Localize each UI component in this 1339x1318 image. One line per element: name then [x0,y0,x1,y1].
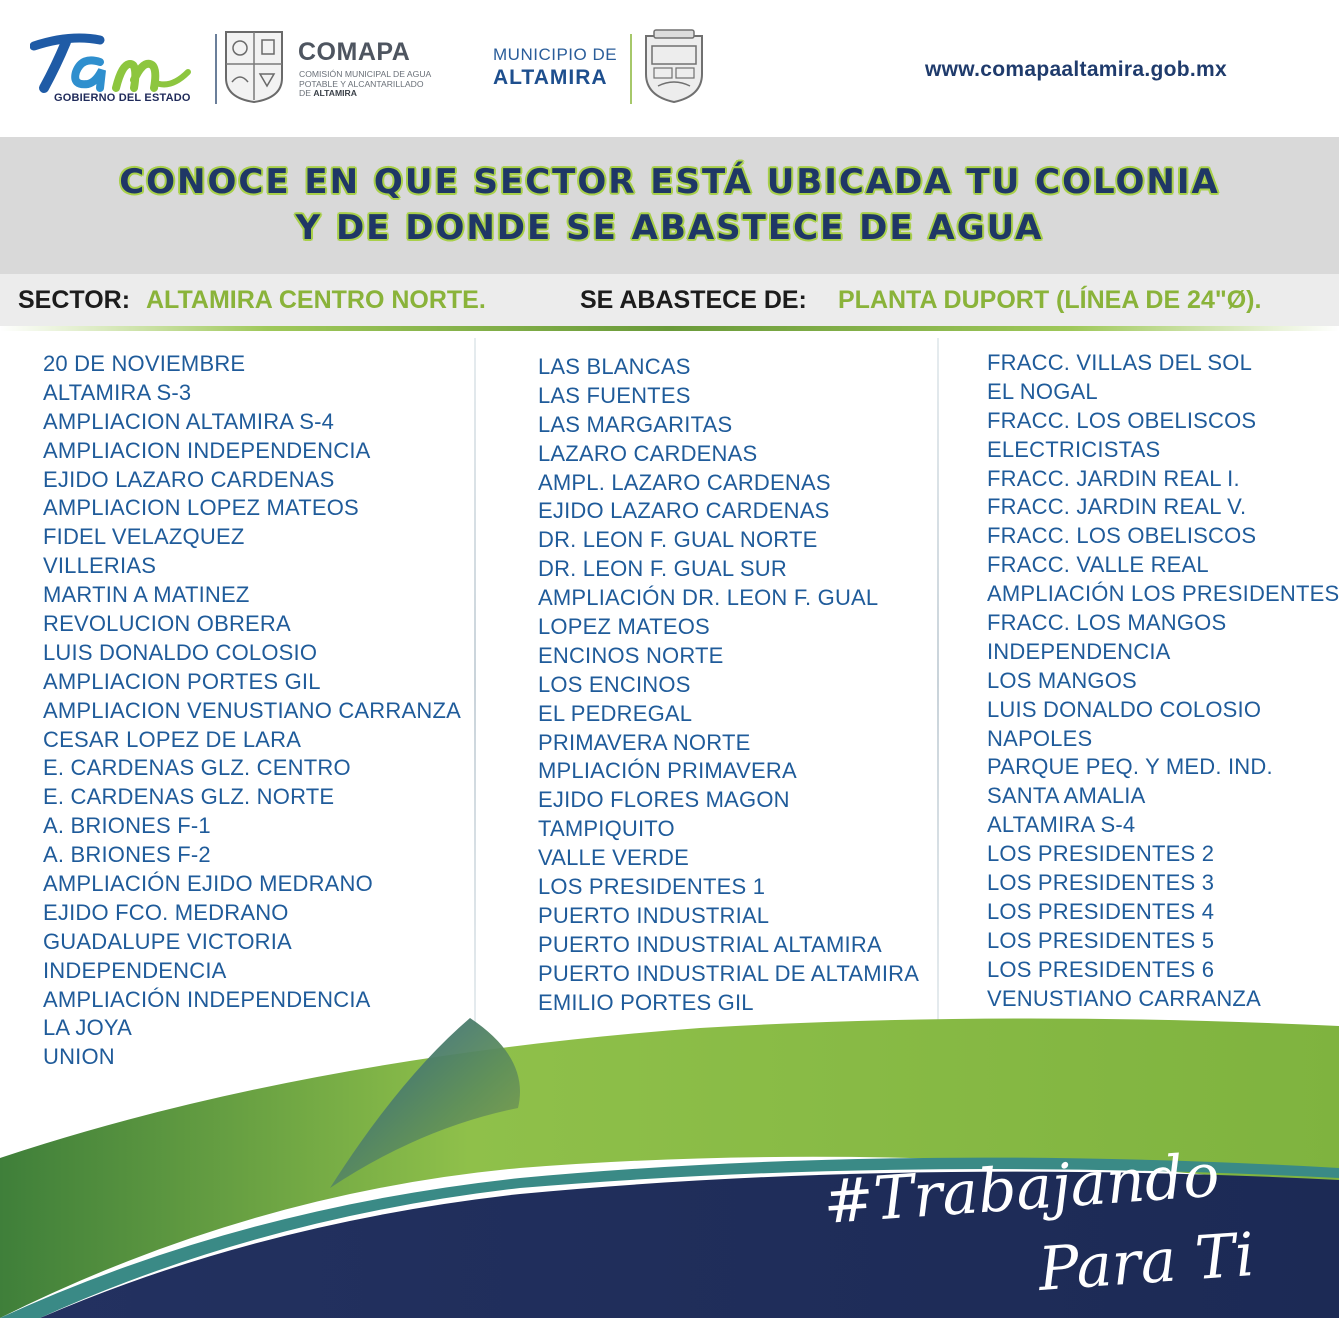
colonia-item: LOS PRESIDENTES 5 [987,927,1215,953]
comapa-subtitle [299,70,449,99]
colonia-item: ELECTRICISTAS [987,436,1161,462]
colonia-item: REVOLUCION OBRERA [43,611,291,637]
slogan-line-1: #Trabajando [821,1140,1222,1238]
colonia-item: INDEPENDENCIA [43,957,227,983]
colonia-item: LA JOYA [43,1015,133,1041]
colonia-item: EL NOGAL [987,378,1098,404]
colonia-item: FRACC. LOS MANGOS [987,610,1227,636]
colonia-item: LAS BLANCAS [538,354,691,379]
colonias-column-3 [987,349,1339,1013]
colonia-item: LAS FUENTES [538,382,691,408]
colonia-item: LUIS DONALDO COLOSIO [43,639,318,665]
column-divider [474,338,476,1028]
colonia-item: ALTAMIRA S-4 [987,812,1136,838]
colonia-item: EJIDO FCO. MEDRANO [43,899,289,925]
colonia-item: 20 DE NOVIEMBRE [43,351,246,376]
municipio-label: MUNICIPIO DE [493,45,618,64]
colonia-item: AMPLIACIÓN INDEPENDENCIA [43,986,371,1012]
slogan-graphic [0,1018,1339,1318]
comapa-subtitle-line: POTABLE Y ALCANTARILLADO [299,78,424,89]
colonia-item: LOS MANGOS [987,667,1137,693]
comapa-title: COMAPA [298,38,411,66]
green-rule [0,326,1339,331]
page-header [0,0,1339,137]
colonia-item: ALTAMIRA S-3 [43,379,192,405]
colonia-item: FRACC. JARDIN REAL I. [987,465,1240,491]
website-link[interactable]: www.comapaaltamira.gob.mx [925,58,1227,81]
colonia-item: AMPLIACION ALTAMIRA S-4 [43,408,335,434]
colonia-item: LOS PRESIDENTES 1 [538,874,766,900]
colonia-item: TAMPIQUITO [538,816,675,842]
banner-title-line2: Y DE DONDE SE ABASTECE DE AGUA [295,208,1044,248]
colonia-item: PUERTO INDUSTRIAL ALTAMIRA [538,931,882,957]
colonia-item: FRACC. LOS OBELISCOS [987,523,1257,549]
colonia-item: INDEPENDENCIA [987,638,1171,664]
colonia-item: SANTA AMALIA [987,783,1146,809]
tam-caption: GOBIERNO DEL ESTADO [54,92,191,104]
column-divider [937,338,939,1028]
colonia-item: AMPL. LAZARO CARDENAS [538,469,831,495]
colonia-item: E. CARDENAS GLZ. CENTRO [43,755,351,781]
colonia-item: AMPLIACION PORTES GIL [43,668,321,694]
tam-logo [30,32,210,110]
colonia-item: VALLE VERDE [538,845,689,871]
header-divider [630,34,632,104]
colonia-item: FRACC. LOS OBELISCOS [987,407,1257,433]
sector-label: SECTOR: [18,286,131,314]
colonia-item: A. BRIONES F-2 [43,842,211,868]
colonias-column-2 [538,353,919,1017]
colonia-item: AMPLIACIÓN DR. LEON F. GUAL [538,585,879,611]
header-divider [215,34,217,104]
colonia-item: NAPOLES [987,725,1093,751]
colonia-item: LOS PRESIDENTES 3 [987,870,1215,896]
colonia-item: LOS PRESIDENTES 4 [987,898,1215,924]
colonia-item: LAZARO CARDENAS [538,440,758,466]
colonia-item: EJIDO LAZARO CARDENAS [538,498,830,524]
colonia-item: DR. LEON F. GUAL NORTE [538,527,818,553]
sector-value: ALTAMIRA CENTRO NORTE. [146,286,486,314]
colonia-item: LOS PRESIDENTES 2 [987,841,1215,867]
colonia-item: MPLIACIÓN PRIMAVERA [538,758,797,784]
comapa-subtitle-bold: ALTAMIRA [313,88,357,98]
colonia-item: EMILIO PORTES GIL [538,989,754,1015]
source-label: SE ABASTECE DE: [580,286,807,314]
sector-row [0,274,1339,326]
colonia-item: PRIMAVERA NORTE [538,729,751,755]
colonia-item: LAS MARGARITAS [538,411,733,437]
banner-title-line1: CONOCE EN QUE SECTOR ESTÁ UBICADA TU COLONIA [119,162,1220,202]
colonia-item: UNION [43,1044,115,1070]
colonia-item: CESAR LOPEZ DE LARA [43,726,302,752]
colonias-column-1 [43,350,461,1072]
colonia-item: AMPLIACIÓN EJIDO MEDRANO [43,871,373,897]
comapa-seal-icon [222,28,286,104]
colonia-item: DR. LEON F. GUAL SUR [538,556,787,582]
colonia-item: PUERTO INDUSTRIAL DE ALTAMIRA [538,960,920,986]
colonia-item: ENCINOS NORTE [538,642,724,668]
colonia-item: GUADALUPE VICTORIA [43,928,292,954]
comapa-subtitle-line: DE [299,88,311,98]
colonia-item: FRACC. JARDIN REAL V. [987,494,1247,520]
colonia-item: FIDEL VELAZQUEZ [43,524,245,550]
colonia-item: VENUSTIANO CARRANZA [987,985,1261,1011]
slogan-line-2: Para Ti [1036,1220,1257,1305]
colonia-item: FRACC. VALLE REAL [987,552,1209,578]
comapa-subtitle-line: COMISIÓN MUNICIPAL DE AGUA [299,69,432,79]
colonia-item: MARTIN A MATINEZ [43,582,250,608]
colonia-item: EJIDO LAZARO CARDENAS [43,466,335,492]
colonia-item: LOPEZ MATEOS [538,614,710,640]
altamira-seal-icon [640,28,708,104]
colonia-item: AMPLIACION LOPEZ MATEOS [43,495,359,521]
colonia-item: AMPLIACIÓN LOS PRESIDENTES [987,581,1339,607]
colonia-item: EL PEDREGAL [538,700,693,726]
colonia-item: LUIS DONALDO COLOSIO [987,696,1262,722]
colonia-item: VILLERIAS [43,553,157,579]
colonia-item: LOS ENCINOS [538,671,691,697]
colonia-item: FRACC. VILLAS DEL SOL [987,350,1253,375]
colonia-item: AMPLIACION INDEPENDENCIA [43,437,371,463]
municipio-name: ALTAMIRA [493,66,608,89]
colonia-item: PUERTO INDUSTRIAL [538,902,770,928]
colonia-item: LOS PRESIDENTES 6 [987,956,1215,982]
colonia-item: EJIDO FLORES MAGON [538,787,790,813]
colonia-item: AMPLIACION VENUSTIANO CARRANZA [43,697,461,723]
title-banner [0,137,1339,274]
colonia-item: PARQUE PEQ. Y MED. IND. [987,754,1273,780]
colonia-item: A. BRIONES F-1 [43,813,211,839]
colonia-item: E. CARDENAS GLZ. NORTE [43,784,335,810]
source-value: PLANTA DUPORT (LÍNEA DE 24"Ø). [838,286,1262,314]
